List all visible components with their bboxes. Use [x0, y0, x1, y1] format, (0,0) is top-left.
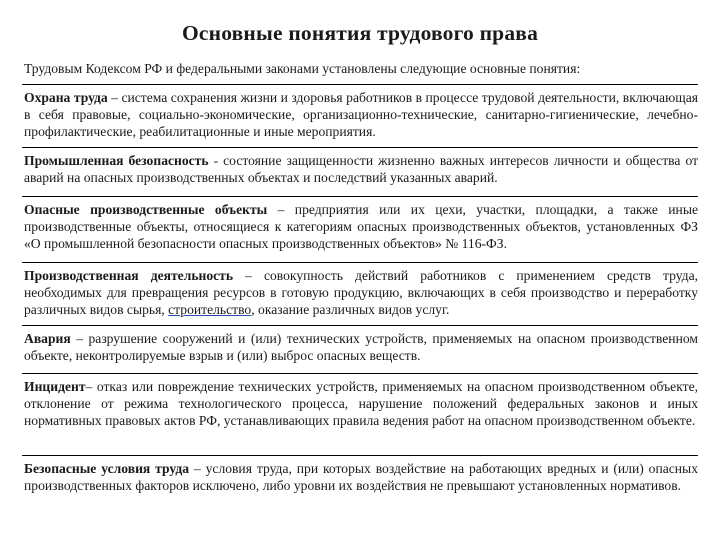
definition-term: Безопасные условия труда: [24, 461, 190, 476]
definition-text: – система сохранения жизни и здоровья работников в процессе трудовой деятельности, включающая в себя правовые, социально-экономические, организационно-технические, санитарно-гигиенические, лечебно-профилактические, реабилитационные и иные мероприятия.: [24, 90, 698, 139]
definition-text: – разрушение сооружений и (или) технических устройств, применяемых на опасном производственном объекте, неконтролируемые взрыв и (или) выброс опасных веществ.: [24, 331, 698, 363]
definition-production-activity: [22, 262, 698, 325]
construction-link[interactable]: строительство: [168, 302, 252, 317]
definition-accident: [22, 325, 698, 373]
definition-text-end: , оказание различных видов услуг.: [251, 302, 450, 317]
definitions-list: [22, 84, 698, 521]
definition-term: Охрана труда: [24, 90, 108, 105]
definition-hazardous-facilities: [22, 196, 698, 262]
definition-term: Промышленная безопасность: [24, 153, 209, 168]
definition-term: Авария: [24, 331, 71, 346]
page-title: Основные понятия трудового права: [181, 21, 539, 45]
definition-text: – отказ или повреждение технических устройств, применяемых на опасном производственном объекте, отклонение от режима технологического процесса, нарушение положений федеральных законов и иных нормативных правовых актов РФ, устанавливающих правила ведения работ на опасном производственном объекте.: [24, 379, 698, 428]
definition-incident: [22, 373, 698, 455]
definition-text: – предприятия или их цехи, участки, площадки, а также иные производственные объекты, относящиеся к категориям опасных производственных объектов, установленных ФЗ «О промышленной безопасности опасных производственных объектов» № 116-ФЗ.: [24, 202, 698, 251]
definition-term: Опасные производственные объекты: [24, 202, 268, 217]
definition-industrial-safety: [22, 147, 698, 196]
definition-labor-protection: [22, 84, 698, 147]
definition-text: – совокупность действий работников с применением средств труда, необходимых для превращения ресурсов в готовую продукцию, включающих в себя производство и переработку различных видов сырья,: [24, 268, 699, 317]
definition-text: - состояние защищенности жизненно важных интересов личности и общества от аварий на опасных производственных объектах и последствий указанных аварий.: [24, 153, 699, 185]
definition-term: Производственная деятельность: [24, 268, 234, 283]
definition-text: – условия труда, при которых воздействие на работающих вредных и (или) опасных производственных факторов исключено, либо уровни их воздействия не превышают установленных нормативов.: [24, 461, 698, 493]
definition-term: Инцидент: [24, 379, 86, 394]
definition-safe-conditions: [22, 455, 698, 521]
intro-text: Трудовым Кодексом РФ и федеральными законами установлены следующие основные понятия:: [24, 61, 581, 76]
